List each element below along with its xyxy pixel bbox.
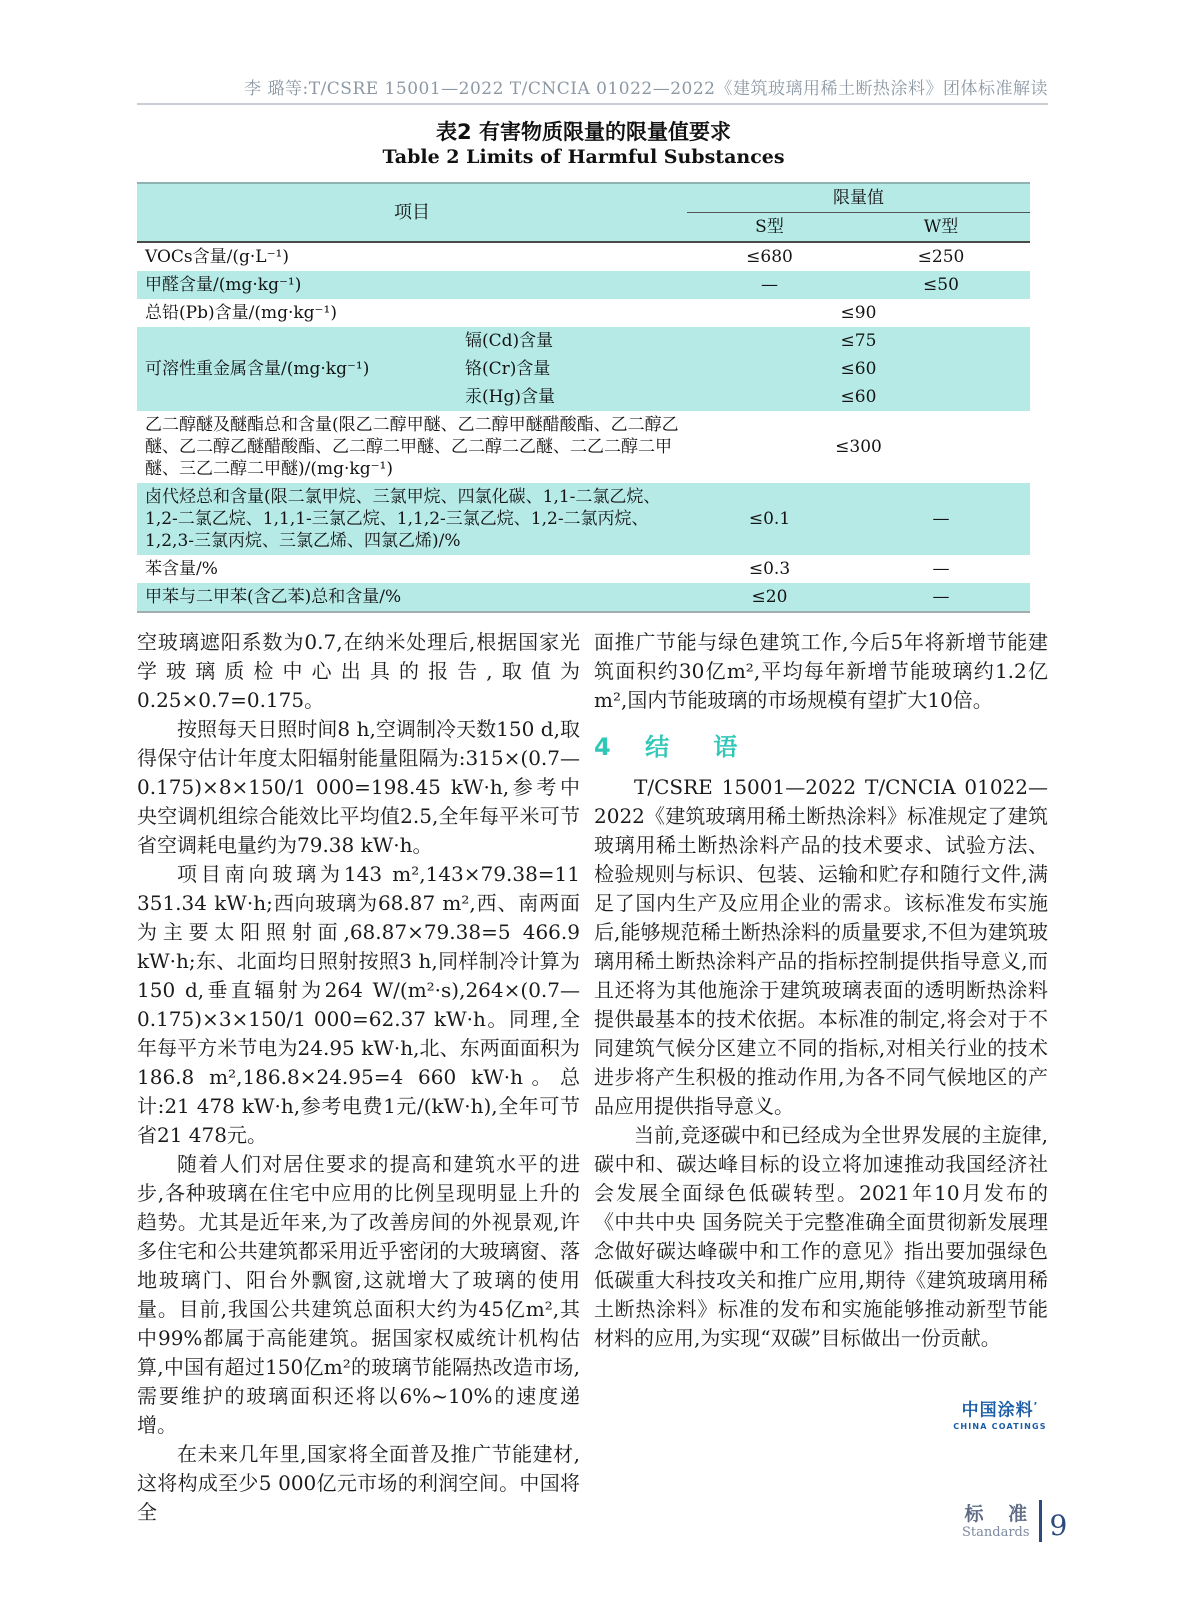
body-column-right (594, 628, 1048, 1353)
table-row (137, 299, 1030, 327)
cell-limit-w: — (932, 559, 950, 579)
cell-limit-merged: ≤300 (835, 437, 882, 457)
cell-limit-s: ≤0.1 (748, 509, 791, 529)
logo-name-en: CHINA COATINGS (953, 1421, 1047, 1431)
header-rule (137, 103, 1048, 105)
cell-limit-merged: ≤60 (840, 387, 877, 407)
table-header-row-1 (137, 183, 1030, 213)
table-body (137, 242, 1030, 612)
paragraph: 面推广节能与绿色建筑工作,今后5年将新增节能建筑面积约30亿m²,平均每年新增节能玻璃约1.2亿m²,国内节能玻璃的市场规模有望扩大10倍。 (594, 630, 1048, 712)
paragraph: 当前,竞逐碳中和已经成为全世界发展的主旋律,碳中和、碳达峰目标的设立将加速推动我国经济社会发展全面绿色低碳转型。2021年10月发布的《中共中央 国务院关于完整准确全面贯彻新发展理念做好碳达峰碳中和工作的意见》指出要加强绿色低碳重大科技攻关和推广应用,期待《建筑玻璃用稀土断热涂料》标准的发布和实施能够推动新型节能材料的应用,为实现“双碳”目标做出一份贡献。 (594, 1123, 1048, 1350)
running-header (137, 74, 1048, 99)
cell-limit-w: ≤50 (923, 275, 959, 295)
cell-limit-s: ≤0.3 (748, 559, 791, 579)
cell-limit-merged: ≤75 (840, 331, 877, 351)
paragraph: 按照每天日照时间8 h,空调制冷天数150 d,取得保守估计年度太阳辐射能量阻隔为:315×(0.7—0.175)×8×150/1 000=198.45 kW·h,参考中央空调机组综合能效比平均值2.5,全年每平米可节省空调耗电量约为79.38 kW·h。 (137, 717, 580, 857)
footer-labels (962, 1502, 1037, 1540)
section-title: 结 语 (645, 733, 756, 761)
table-row (137, 327, 1030, 355)
cell-limit-merged: ≤60 (840, 359, 877, 379)
running-header-text: 李 璐等:T/CSRE 15001—2022 T/CNCIA 01022—2022《建筑玻璃用稀土断热涂料》团体标准解读 (244, 79, 1048, 99)
cell-limit-w: ≤250 (917, 247, 965, 267)
column-header-limit: 限量值 (687, 183, 1030, 213)
logo-name-zh (950, 1398, 1050, 1420)
table-row (137, 411, 1030, 483)
body-column-left (137, 628, 580, 1527)
cell-item: 总铅(Pb)含量/(mg·kg⁻¹) (145, 303, 337, 323)
page-number: 9 (1049, 1508, 1068, 1542)
cell-item: 卤代烃总和含量(限二氯甲烷、三氯甲烷、四氯化碳、1,1-二氯乙烷、1,2-二氯乙烷、1,1,1-三氯乙烷、1,1,2-三氯乙烷、1,2-二氯丙烷、1,2,3-三氯丙烷、三氯乙烯、四氯乙烯)/% (145, 487, 661, 551)
table-caption-en: Table 2 Limits of Harmful Substances (382, 146, 785, 168)
page-footer (962, 1500, 1067, 1542)
paragraph: 在未来几年里,国家将全面普及推广节能建材,这将构成至少5 000亿元市场的利润空间。中国将全 (137, 1442, 580, 1524)
section-heading (594, 732, 1048, 762)
table-row (137, 271, 1030, 299)
right-column-top (594, 628, 1048, 715)
column-header-item: 项目 (394, 201, 430, 223)
cell-limit-merged: ≤90 (840, 303, 877, 323)
cell-item-group: 可溶性重金属含量/(mg·kg⁻¹) (145, 359, 370, 379)
cell-item: VOCs含量/(g·L⁻¹) (145, 247, 290, 267)
table-row (137, 483, 1030, 555)
table-caption-zh: 表2 有害物质限量的限量值要求 (436, 120, 731, 144)
cell-item: 甲醛含量/(mg·kg⁻¹) (145, 275, 302, 295)
table-header (137, 183, 1030, 242)
cell-item: 甲苯与二甲苯(含乙苯)总和含量/% (145, 587, 402, 607)
footer-label-zh: 标 准 (964, 1502, 1037, 1525)
paragraph: 空玻璃遮阳系数为0.7,在纳米处理后,根据国家光学玻璃质检中心出具的报告,取值为0.25×0.7=0.175。 (137, 630, 580, 712)
table-row (137, 555, 1030, 583)
paragraph: T/CSRE 15001—2022 T/CNCIA 01022—2022《建筑玻璃用稀土断热涂料》标准规定了建筑玻璃用稀土断热涂料产品的技术要求、试验方法、检验规则与标识、包装、运输和贮存和随行文件,满足了国内生产及应用企业的需求。该标准发布实施后,能够规范稀土断热涂料的质量要求,不但为建筑玻璃用稀土断热涂料产品的指标控制提供指导意义,而且还将为其他施涂于建筑玻璃表面的透明断热涂料提供最基本的技术依据。本标准的制定,将会对于不同建筑气候分区建立不同的指标,对相关行业的技术进步将产生积极的推动作用,为各不同气候地区的产品应用提供指导意义。 (594, 775, 1048, 1118)
paragraph: 项目南向玻璃为143 m²,143×79.38=11 351.34 kW·h;西向玻璃为68.87 m²,西、南两面为主要太阳照射面,68.87×79.38=5 466.9 kW·h;东、北面均日照射按照3 h,同样制冷计算为150 d,垂直辐射为264 W/(m²·s),264×(0.7—0.175)×3×150/1 000=62.37 kW·h。同理,全年每平方米节电为24.95 kW·h,北、东两面面积为186.8 m²,186.8×24.95=4 660 kW·h。总计:21 478 kW·h,参考电费1元/(kW·h),全年可节省21 478元。 (137, 862, 580, 1147)
paragraph: 随着人们对居住要求的提高和建筑水平的进步,各种玻璃在住宅中应用的比例呈现明显上升的趋势。尤其是近年来,为了改善房间的外视景观,许多住宅和公共建筑都采用近乎密闭的大玻璃窗、落地玻璃门、阳台外飘窗,这就增大了玻璃的使用量。目前,我国公共建筑总面积大约为45亿m²,其中99%都属于高能建筑。据国家权威统计机构估算,中国有超过150亿m²的玻璃节能隔热改造市场,需要维护的玻璃面积还将以6%~10%的速度递增。 (137, 1152, 580, 1437)
section-number: 4 (594, 733, 611, 761)
cell-sub-item: 铬(Cr)含量 (465, 359, 551, 379)
column-header-w-type: W型 (923, 217, 959, 237)
cell-limit-s: ≤20 (751, 587, 788, 607)
cell-item: 乙二醇醚及醚酯总和含量(限乙二醇甲醚、乙二醇甲醚醋酸酯、乙二醇乙醚、乙二醇乙醚醋酸酯、乙二醇二甲醚、乙二醇二乙醚、二乙二醇二甲醚、三乙二醇二甲醚)/(mg·kg⁻¹) (145, 415, 679, 479)
cell-limit-w: — (932, 587, 950, 607)
cell-limit-s: — (761, 275, 778, 295)
harmful-substances-table (137, 182, 1030, 613)
column-header-s-type: S型 (755, 217, 784, 237)
logo-name-zh-text: 中国涂料 (961, 1400, 1034, 1421)
cell-limit-w: — (932, 509, 950, 529)
table-row (137, 583, 1030, 612)
footer-divider (1039, 1500, 1042, 1542)
right-column-bottom (594, 773, 1048, 1353)
table-row (137, 242, 1030, 271)
logo-trademark-mark: ’ (1033, 1401, 1039, 1412)
cell-sub-item: 镉(Cd)含量 (465, 331, 554, 351)
cell-sub-item: 汞(Hg)含量 (465, 387, 555, 407)
footer-label-en: Standards (962, 1524, 1030, 1540)
china-coatings-logo (950, 1398, 1050, 1431)
cell-limit-s: ≤680 (746, 247, 793, 267)
cell-item: 苯含量/% (145, 559, 218, 579)
